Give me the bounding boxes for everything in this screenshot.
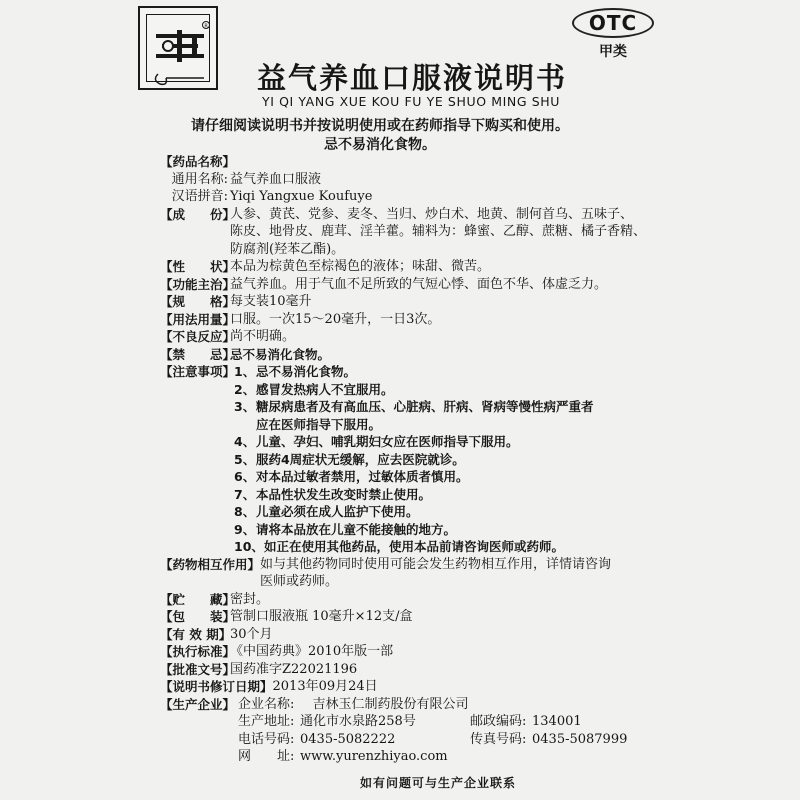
section-standard [160,643,650,661]
section-value: 2013年09月24日 [272,679,378,694]
manufacturer-name-label: 企业名称: [238,696,295,712]
precautions-list [234,363,650,556]
postcode-label: 邮政编码: [470,714,527,729]
precaution-item: 9、 请将本品放在儿童不能接触的地方。 [234,521,457,537]
insert-sections [160,153,650,766]
section-label: 【贮 藏】 [160,591,236,607]
pinyin-name-value: Yiqi Yangxue Koufuye [230,189,373,204]
manufacturer-phone-row [238,731,650,749]
diet-warning: 忌不易消化食物。 [324,137,436,153]
section-package [160,608,650,626]
contact-footer: 如有问题可与生产企业联系 [359,776,516,790]
section-manufacturer [160,696,650,714]
section-value: 口服。一次15～20毫升，一日3次。 [230,311,441,327]
section-label: 【说明书修订日期】 [160,679,273,694]
precaution-item: 7、 本品性状发生改变时禁止使用。 [234,486,432,502]
section-adverse-reactions [160,328,650,346]
section-validity [160,626,650,644]
fax-label: 传真号码: [470,731,527,747]
section-value: 国药准字Z22021196 [230,661,358,677]
ingredients-text [230,206,650,259]
section-properties [160,258,650,276]
otc-label: OTC [572,8,654,38]
precaution-item: 2、 感冒发热病人不宜服用。 [234,381,394,397]
postcode-value: 134001 [532,714,582,729]
precaution-item: 1、 忌不易消化食物。 [234,364,357,379]
section-label: 【成 份】 [160,206,236,222]
ingredients-line: 陈皮、地骨皮、鹿茸、淫羊藿。辅料为：蜂蜜、乙醇、蔗糖、橘子香精、 [230,224,647,239]
section-label: 【执行标准】 [160,644,236,659]
section-ingredients [160,206,650,259]
address-value: 通化市水泉路258号 [300,714,416,729]
manufacturer-name: 吉林玉仁制药股份有限公司 [312,696,469,712]
manufacturer-details [160,713,650,766]
section-value: 《中国药典》2010年版一部 [230,644,394,659]
manufacturer-address-row [238,713,650,731]
pinyin-name-label: 汉语拼音: [171,189,228,204]
section-value: 益气养血。用于气血不足所致的气短心悸、面色不华、体虚乏力。 [230,276,608,292]
section-specification [160,293,650,311]
phone-label: 电话号码: [238,731,295,747]
section-label: 【生产企业】 [160,696,236,712]
section-label: 【不良反应】 [160,329,236,344]
precaution-item: 10、 如正在使用其他药品，使用本品前请咨询医师或药师。 [234,539,565,554]
interactions-line: 如与其他药物同时使用可能会发生药物相互作用，详情请咨询 [260,556,612,572]
section-value: 尚不明确。 [230,329,296,344]
company-logo [138,6,218,90]
section-value: 忌不易消化食物。 [230,346,331,362]
section-approval [160,661,650,679]
precaution-item: 8、 儿童必须在成人监护下使用。 [234,504,419,519]
section-value: 30个月 [230,626,273,642]
phone-value: 0435-5082222 [300,731,396,747]
section-storage [160,591,650,609]
precaution-item: 3、 糖尿病患者及有高血压、心脏病、肝病、肾病等慢性病严重者 应在医师指导下服用。 [234,399,594,432]
interactions-line: 医师或药师。 [260,574,339,589]
section-value: 管制口服液瓶 10毫升×12支/盒 [230,609,413,624]
section-label: 【性 状】 [160,259,236,274]
website-value: www.yurenzhiyao.com [300,749,448,764]
section-label: 【批准文号】 [160,661,236,677]
section-value: 密封。 [230,591,270,607]
logo-emblem-icon [140,8,220,92]
reading-notice: 请仔细阅读说明书并按说明使用或在药师指导下购买和使用。 [191,118,569,134]
precaution-item: 4、 儿童、孕妇、哺乳期妇女应在医师指导下服用。 [234,434,519,449]
section-usage [160,311,650,329]
precaution-item: 5、 服药4周症状无缓解，应去医院就诊。 [234,451,465,467]
precaution-item: 6、 对本品过敏者禁用，过敏体质者慎用。 [234,469,469,484]
ingredients-line: 防腐剂(羟苯乙酯)。 [230,241,345,257]
section-value: 本品为棕黄色至棕褐色的液体；味甜、微苦。 [230,259,491,274]
section-interactions [160,556,650,591]
address-label: 生产地址: [238,714,295,729]
generic-name-value: 益气养血口服液 [230,171,322,187]
pinyin-name-row [160,188,650,206]
section-precautions [160,363,650,556]
generic-name-label: 通用名称: [171,171,228,187]
section-contraindications [160,346,650,364]
section-label: 【功能主治】 [160,276,236,292]
fax-value: 0435-5087999 [532,731,628,747]
section-label: 【有 效 期】 [160,626,232,642]
section-drug-name [160,153,650,171]
section-label: 【用法用量】 [160,311,236,327]
section-label: 【规 格】 [160,294,236,309]
svg-text:R: R [204,23,208,30]
manufacturer-web-row [238,748,650,766]
section-label: 【药品名称】 [160,154,236,169]
section-label: 【禁 忌】 [160,346,236,362]
otc-class: 甲类 [599,44,627,60]
generic-name-row [160,171,650,189]
section-revision-date [160,678,650,696]
ingredients-line: 人参、黄芪、党参、麦冬、当归、炒白术、地黄、制何首乌、五味子、 [230,206,634,222]
section-value: 每支装10毫升 [230,294,312,309]
section-indications [160,276,650,294]
otc-badge [572,8,654,61]
website-label: 网 址: [238,749,295,764]
document-title-pinyin: YI QI YANG XUE KOU FU YE SHUO MING SHU [262,94,560,109]
section-label: 【包 装】 [160,609,236,624]
section-label: 【注意事项】 [160,364,236,379]
section-label: 【药物相互作用】 [160,556,261,572]
document-title: 益气养血口服液说明书 [256,61,567,95]
